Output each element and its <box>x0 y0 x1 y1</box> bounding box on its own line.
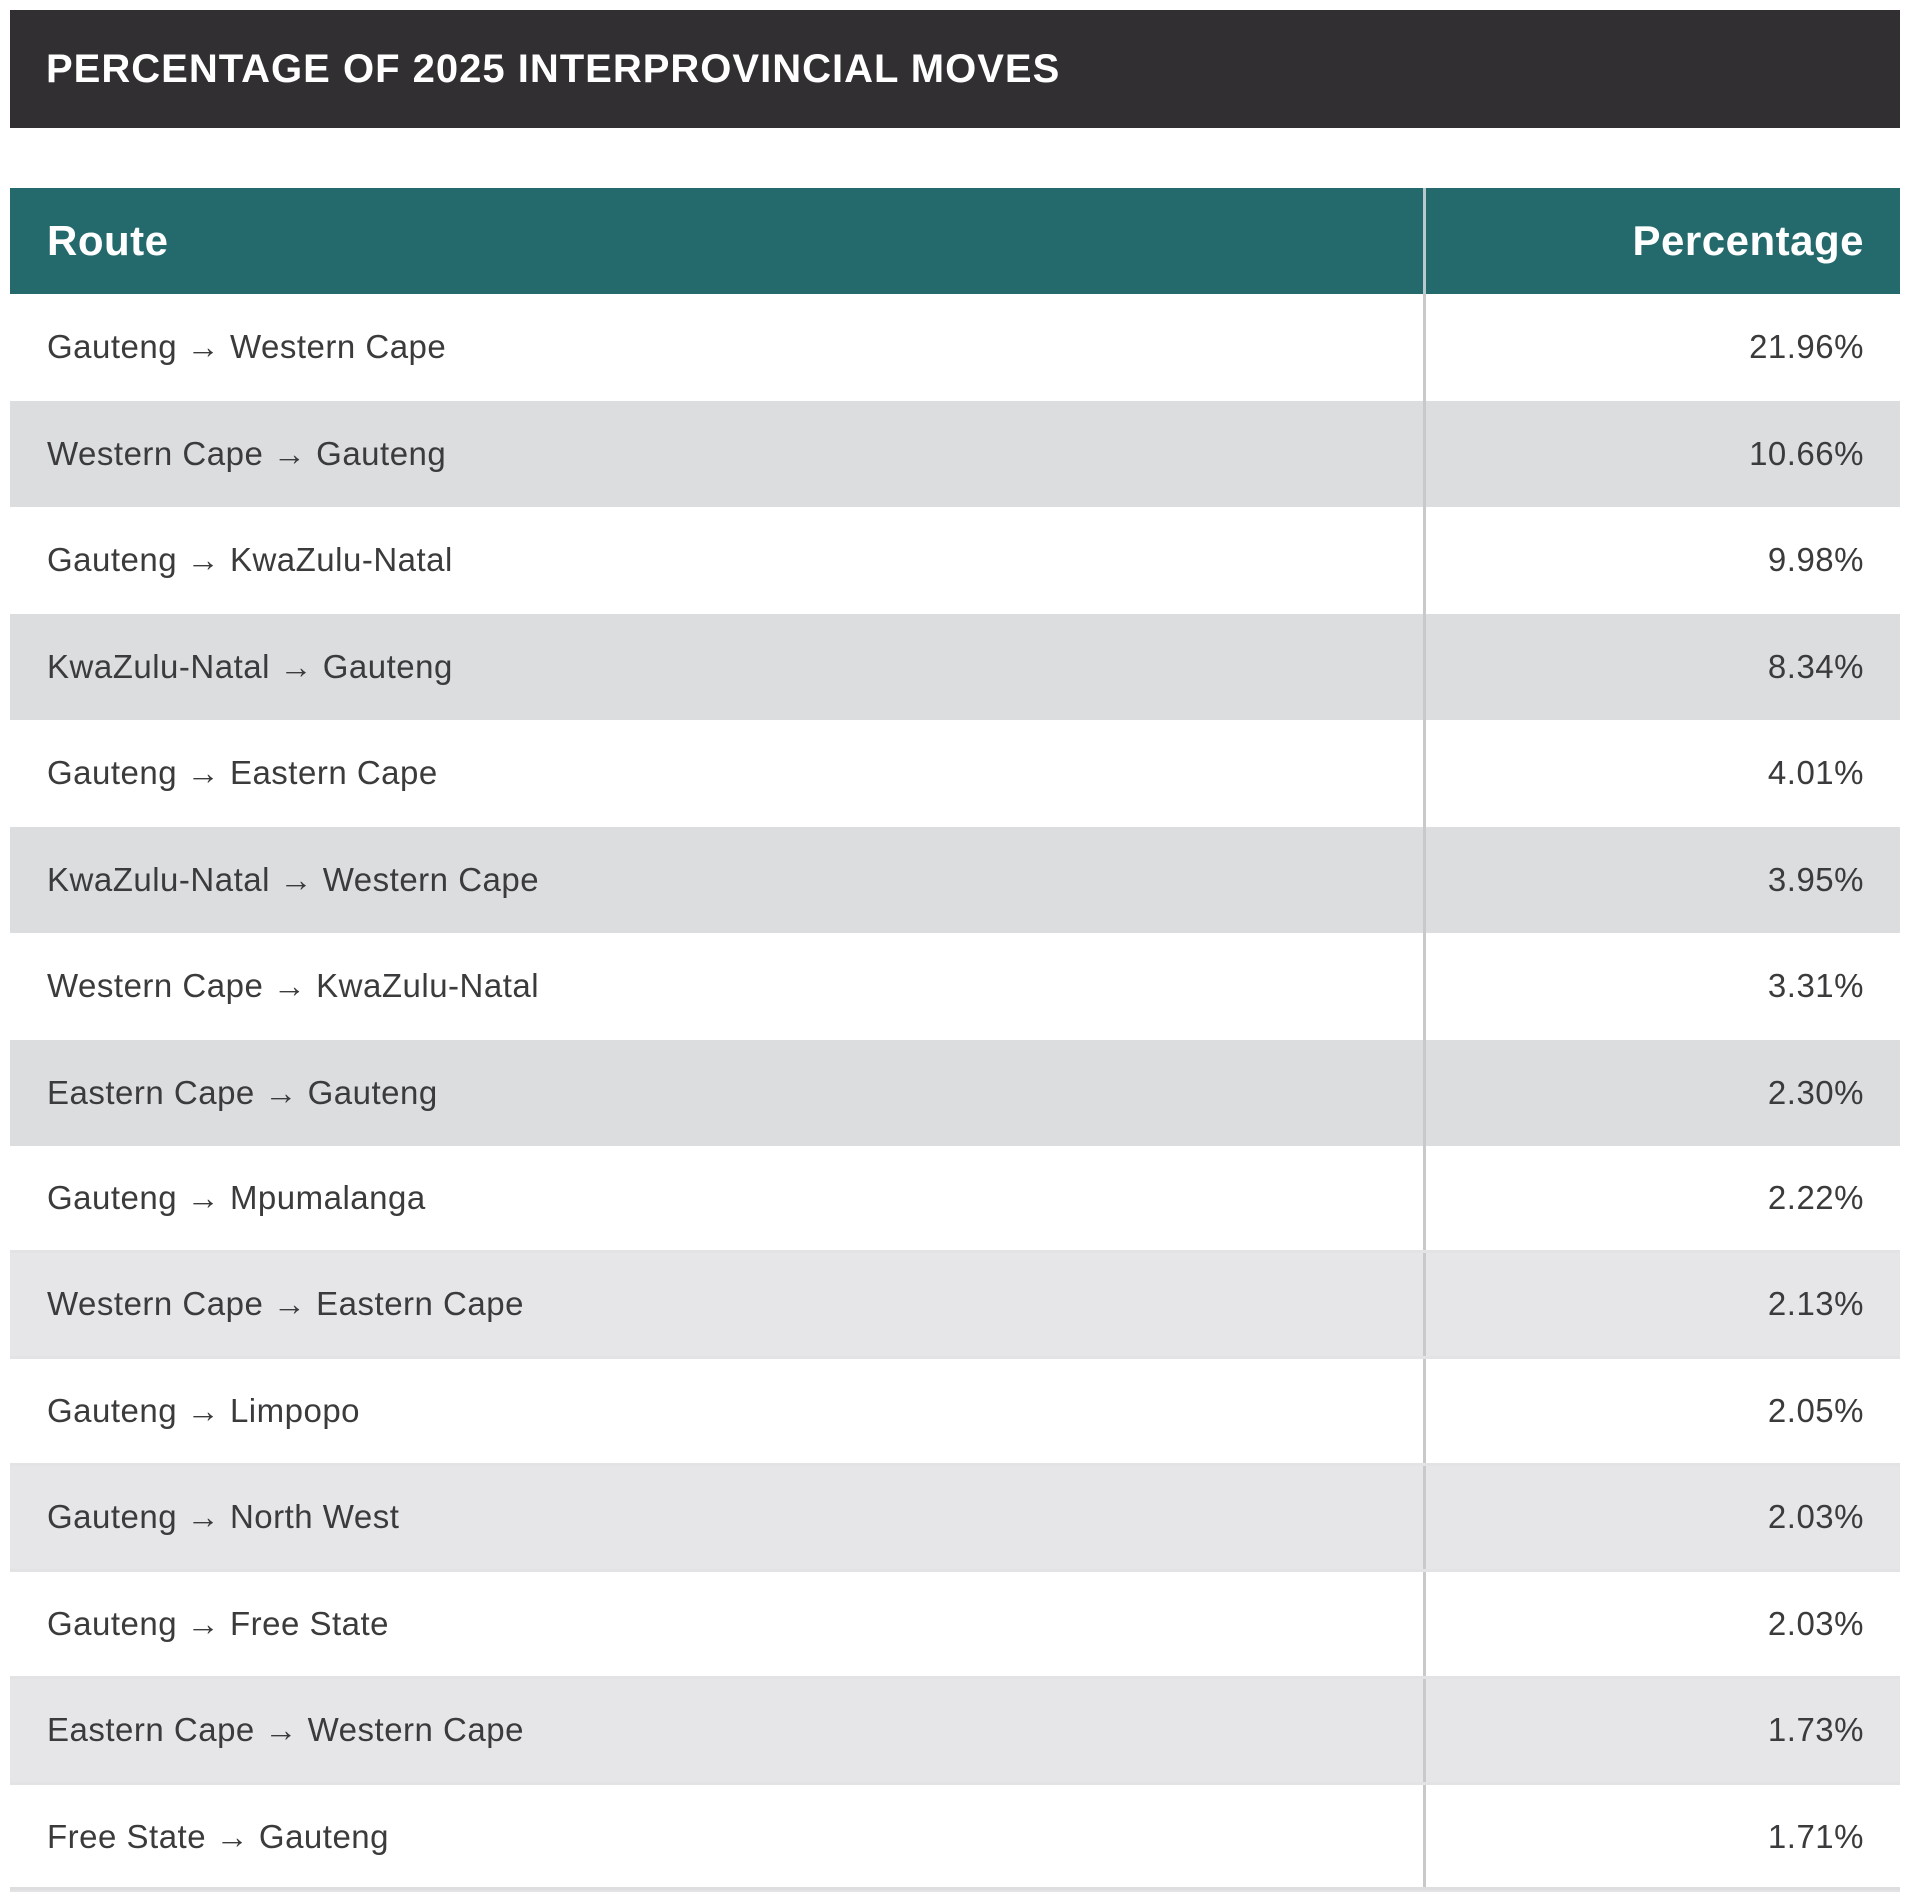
percentage-cell: 3.31% <box>1767 967 1864 1005</box>
route-cell: Western Cape → Gauteng <box>10 401 1426 508</box>
table-row <box>10 933 1900 1040</box>
route-cell: Western Cape → KwaZulu-Natal <box>10 933 1426 1040</box>
table-row <box>10 1679 1900 1786</box>
percentage-cell: 2.05% <box>1767 1391 1864 1429</box>
route-cell: Free State → Gauteng <box>10 1785 1426 1889</box>
route-cell: Gauteng → KwaZulu-Natal <box>10 507 1426 614</box>
route-cell: Gauteng → Eastern Cape <box>10 720 1426 827</box>
percentage-cell: 2.13% <box>1767 1285 1864 1323</box>
table-row <box>10 1146 1900 1253</box>
column-header-route: Route <box>10 188 1426 294</box>
table-row <box>10 1785 1900 1892</box>
percentage-cell: 2.22% <box>1767 1178 1864 1216</box>
table-row <box>10 507 1900 614</box>
route-cell: Gauteng → Western Cape <box>10 294 1426 401</box>
percentage-cell: 8.34% <box>1767 647 1864 685</box>
route-cell: Eastern Cape → Gauteng <box>10 1040 1426 1147</box>
percentage-cell: 2.03% <box>1767 1604 1864 1642</box>
route-cell: Gauteng → North West <box>10 1466 1426 1570</box>
percentage-cell: 3.95% <box>1767 860 1864 898</box>
route-cell: Western Cape → Eastern Cape <box>10 1253 1426 1357</box>
table-bottom-rule <box>10 1887 1900 1890</box>
table-row <box>10 401 1900 508</box>
route-cell: Eastern Cape → Western Cape <box>10 1679 1426 1783</box>
table-row <box>10 1040 1900 1147</box>
percentage-cell: 9.98% <box>1767 541 1864 579</box>
moves-table <box>10 188 1900 1892</box>
table-row <box>10 827 1900 934</box>
percentage-cell: 1.73% <box>1767 1711 1864 1749</box>
table-row <box>10 614 1900 721</box>
percentage-cell: 2.03% <box>1767 1498 1864 1536</box>
percentage-cell: 21.96% <box>1749 328 1864 366</box>
percentage-cell: 1.71% <box>1767 1817 1864 1855</box>
table-row <box>10 294 1900 401</box>
title-bar <box>10 10 1900 128</box>
table-row <box>10 720 1900 827</box>
percentage-cell: 4.01% <box>1767 754 1864 792</box>
route-cell: Gauteng → Free State <box>10 1572 1426 1676</box>
table-row <box>10 1572 1900 1679</box>
route-cell: Gauteng → Limpopo <box>10 1359 1426 1463</box>
route-cell: Gauteng → Mpumalanga <box>10 1146 1426 1250</box>
percentage-cell: 10.66% <box>1749 434 1864 472</box>
column-header-percentage: Percentage <box>1632 217 1864 264</box>
table-row <box>10 1359 1900 1466</box>
table-title: PERCENTAGE OF 2025 INTERPROVINCIAL MOVES <box>46 46 1061 91</box>
percentage-cell: 2.30% <box>1767 1073 1864 1111</box>
table-header-row <box>10 188 1900 294</box>
table-row <box>10 1253 1900 1360</box>
table-row <box>10 1466 1900 1573</box>
route-cell: KwaZulu-Natal → Gauteng <box>10 614 1426 721</box>
route-cell: KwaZulu-Natal → Western Cape <box>10 827 1426 934</box>
